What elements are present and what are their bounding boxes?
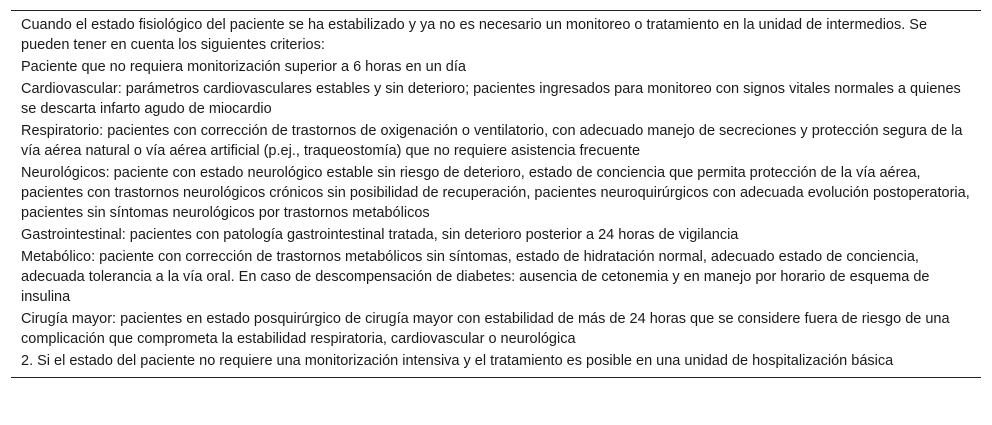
criteria-major-surgery: Cirugía mayor: pacientes en estado posquirúrgico de cirugía mayor con estabilidad de más de 24 horas que se considere fuera de riesgo de una complicación que comprometa la estabilidad respiratoria, cardiovascular o neurológica: [21, 311, 950, 347]
criteria-neurological: Neurológicos: paciente con estado neurológico estable sin riesgo de deterioro, estado de conciencia que permita protección de la vía aérea, pacientes con trastornos neurológicos crónicos sin posibilidad de recuperación, pacientes neuroquirúrgicos con adecuada evolución postoperatoria, pacientes sin síntomas neurológicos por trastornos metabólicos: [21, 165, 970, 221]
criteria-intro: Cuando el estado fisiológico del paciente se ha estabilizado y ya no es necesario un monitoreo o tratamiento en la unidad de intermedios. Se pueden tener en cuenta los siguientes criterios:: [21, 17, 928, 53]
criteria-cardiovascular: Cardiovascular: parámetros cardiovasculares estables y sin deterioro; pacientes ingresados para monitoreo con signos vitales normales a quienes se descarta infarto agudo de miocardio: [21, 81, 961, 117]
criteria-metabolic: Metabólico: paciente con corrección de trastornos metabólicos sin síntomas, estado de hidratación normal, adecuado estado de conciencia, adecuada tolerancia a la vía oral. En caso de descompensación de diabetes: ausencia de cetonemia y en manejo por horario de esquema de insulina: [21, 249, 930, 305]
criteria-monitoring: Paciente que no requiera monitorización superior a 6 horas en un día: [21, 59, 466, 75]
criteria-basic-hospitalization: 2. Si el estado del paciente no requiere una monitorización intensiva y el tratamiento es posible en una unidad de hospitalización básica: [21, 353, 894, 369]
criteria-respiratory: Respiratorio: pacientes con corrección de trastornos de oxigenación o ventilatorio, con adecuado manejo de secreciones y protección segura de la vía aérea natural o vía aérea artificial (p.ej., traqueostomía) que no requiere asistencia frecuente: [21, 123, 963, 159]
discharge-criteria-table: [11, 10, 981, 378]
criteria-gastrointestinal: Gastrointestinal: pacientes con patología gastrointestinal tratada, sin deterioro posterior a 24 horas de vigilancia: [21, 227, 739, 243]
